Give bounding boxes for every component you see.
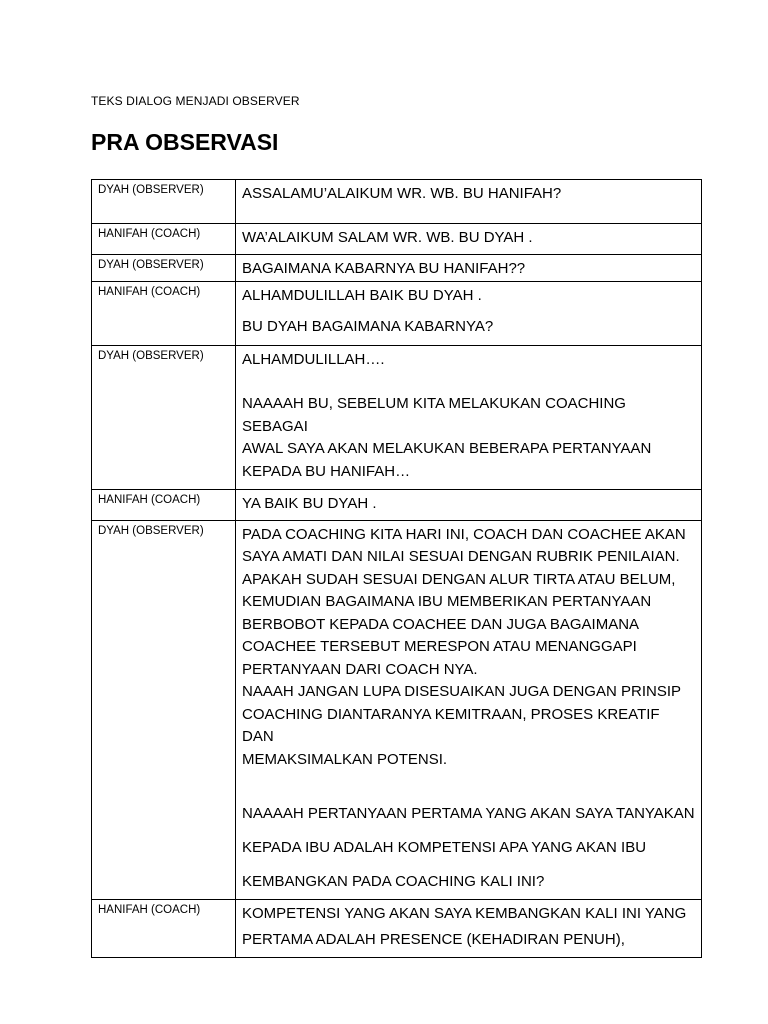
- speaker-cell: HANIFAH (COACH): [92, 224, 236, 255]
- speaker-cell: HANIFAH (COACH): [92, 900, 236, 958]
- dialog-line: PERTAMA ADALAH PRESENCE (KEHADIRAN PENUH),: [242, 931, 625, 948]
- dialog-line: BU DYAH BAGAIMANA KABARNYA?: [242, 318, 494, 335]
- dialog-cell: [236, 281, 702, 345]
- dialog-cell: [236, 520, 702, 900]
- dialog-line: ALHAMDULILLAH BAIK BU DYAH .: [242, 286, 482, 304]
- speaker-cell: DYAH (OBSERVER): [92, 520, 236, 900]
- dialog-line: WA’ALAIKUM SALAM WR. WB. BU DYAH .: [242, 229, 533, 246]
- speaker-cell: HANIFAH (COACH): [92, 281, 236, 345]
- dialog-line: NAAAAH BU, SEBELUM KITA MELAKUKAN COACHING SEBAGAI: [242, 395, 626, 435]
- dialog-line: ALHAMDULILLAH….: [242, 350, 385, 368]
- dialog-line: PADA COACHING KITA HARI INI, COACH DAN COACHEE AKAN: [242, 525, 686, 543]
- document-title: PRA OBSERVASI: [91, 129, 279, 155]
- dialog-line: YA BAIK BU DYAH .: [242, 494, 377, 512]
- dialog-table: [91, 179, 702, 958]
- table-row: [92, 900, 702, 958]
- dialog-line: COACHEE TERSEBUT MERESPON ATAU MENANGGAPI: [242, 638, 637, 655]
- dialog-line: PERTANYAAN DARI COACH NYA.: [242, 660, 478, 678]
- dialog-cell: [236, 489, 702, 520]
- dialog-line: KEPADA BU HANIFAH…: [242, 462, 411, 480]
- table-row: [92, 520, 702, 900]
- dialog-line: BAGAIMANA KABARNYA BU HANIFAH??: [242, 260, 526, 277]
- dialog-line: SAYA AMATI DAN NILAI SESUAI DENGAN RUBRIK PENILAIAN.: [242, 548, 680, 565]
- speaker-cell: DYAH (OBSERVER): [92, 180, 236, 224]
- dialog-line: NAAAAH PERTANYAAN PERTAMA YANG AKAN SAYA TANYAKAN: [242, 805, 695, 822]
- dialog-line: ASSALAMU’ALAIKUM WR. WB. BU HANIFAH?: [242, 185, 562, 202]
- dialog-cell: [236, 255, 702, 282]
- dialog-line: COACHING DIANTARANYA KEMITRAAN, PROSES KREATIF DAN: [242, 705, 660, 745]
- table-row: [92, 255, 702, 282]
- table-row: [92, 224, 702, 255]
- dialog-cell: [236, 345, 702, 489]
- dialog-line: APAKAH SUDAH SESUAI DENGAN ALUR TIRTA ATAU BELUM,: [242, 570, 676, 588]
- dialog-line: AWAL SAYA AKAN MELAKUKAN BEBERAPA PERTANYAAN: [242, 440, 652, 457]
- table-row: [92, 180, 702, 224]
- dialog-line: KEMBANGKAN PADA COACHING KALI INI?: [242, 873, 545, 890]
- dialog-line: KEPADA IBU ADALAH KOMPETENSI APA YANG AKAN IBU: [242, 839, 647, 856]
- dialog-cell: [236, 224, 702, 255]
- dialog-line: KOMPETENSI YANG AKAN SAYA KEMBANGKAN KALI INI YANG: [242, 905, 687, 922]
- dialog-line: BERBOBOT KEPADA COACHEE DAN JUGA BAGAIMANA: [242, 615, 640, 633]
- table-row: [92, 281, 702, 345]
- speaker-cell: HANIFAH (COACH): [92, 489, 236, 520]
- dialog-line: KEMUDIAN BAGAIMANA IBU MEMBERIKAN PERTANYAAN: [242, 593, 652, 610]
- speaker-cell: DYAH (OBSERVER): [92, 255, 236, 282]
- dialog-line: MEMAKSIMALKAN POTENSI.: [242, 750, 448, 768]
- dialog-line: NAAAH JANGAN LUPA DISESUAIKAN JUGA DENGAN PRINSIP: [242, 683, 681, 700]
- table-row: [92, 489, 702, 520]
- dialog-cell: [236, 180, 702, 224]
- document-subtitle: TEKS DIALOG MENJADI OBSERVER: [91, 94, 300, 108]
- table-row: [92, 345, 702, 489]
- speaker-cell: DYAH (OBSERVER): [92, 345, 236, 489]
- dialog-cell: [236, 900, 702, 958]
